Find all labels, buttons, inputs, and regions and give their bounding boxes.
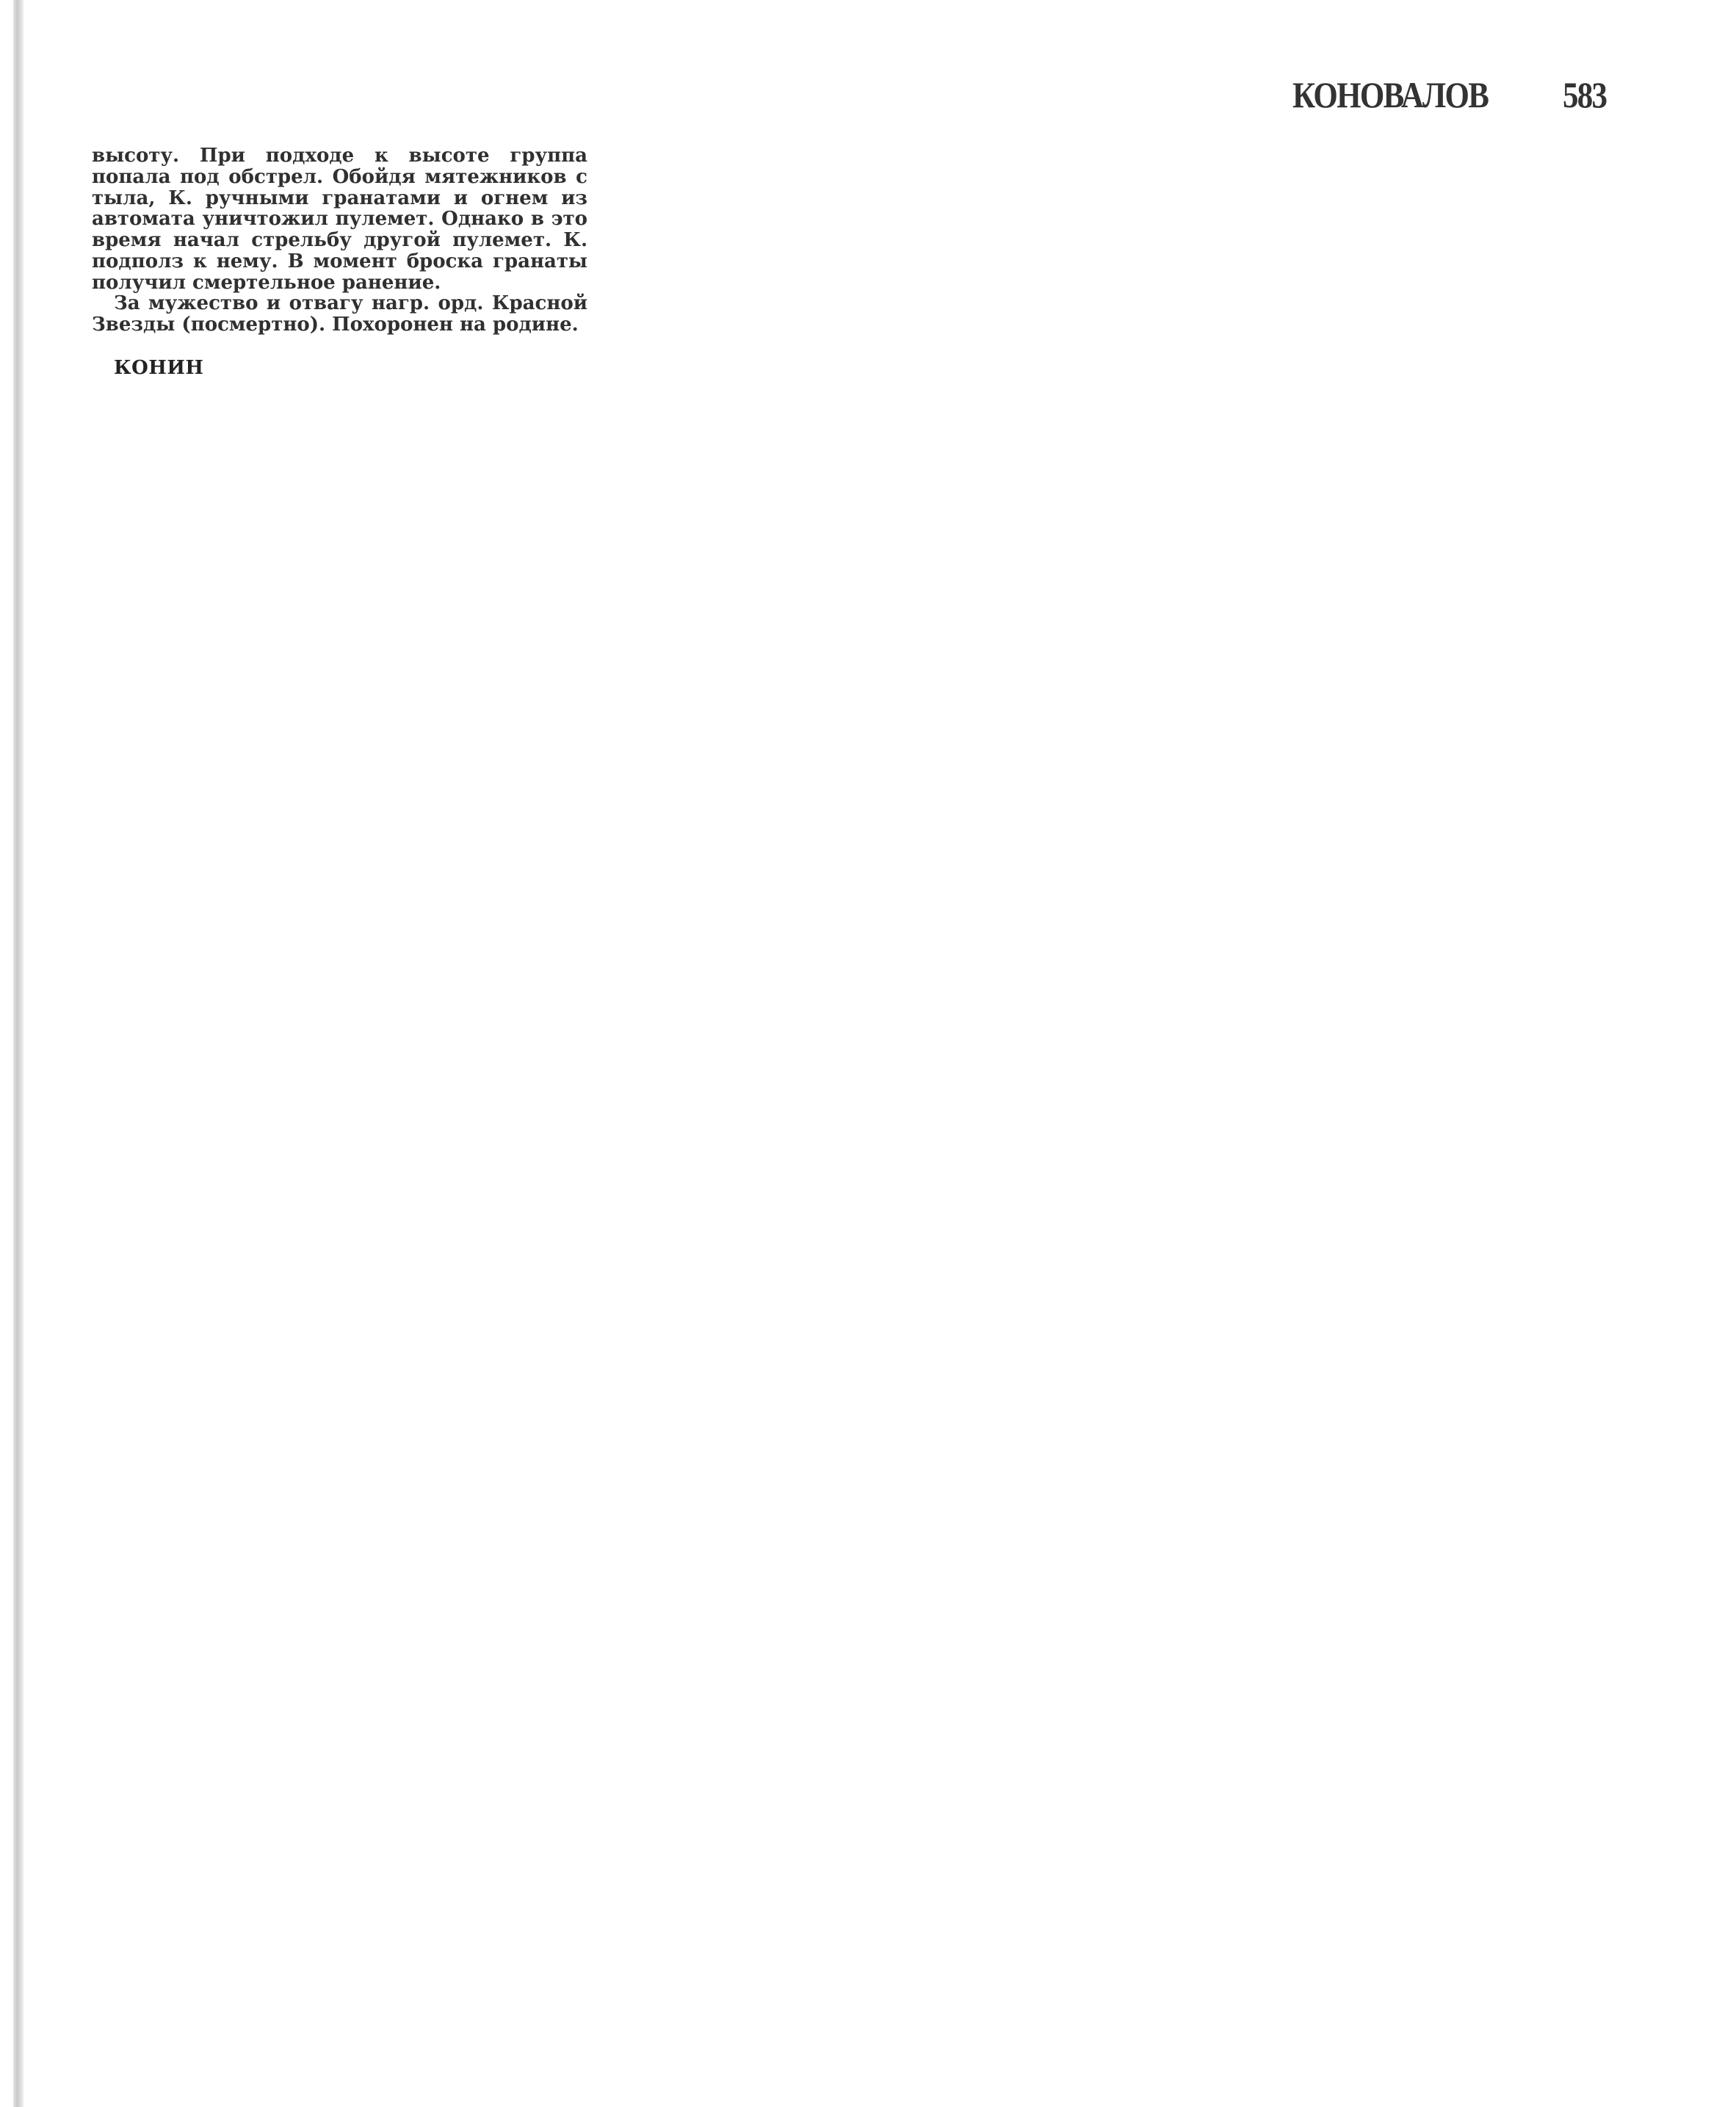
page-binding-shadow <box>13 0 23 2107</box>
entry-konin-evgeny <box>92 358 587 379</box>
column-left <box>92 145 587 379</box>
entry-surname: КОНИН <box>114 356 204 379</box>
entry-paragraph: высоту. При подходе к высоте группа попала под обстрел. Обойдя мятежников с тыла, К. ручными гранатами и огнем из автомата уничтожил пулемет. Однако в это время начал стрельбу другой пулемет. К. подполз к нему. В момент броска гранаты получил смертельное ранение. <box>92 145 587 294</box>
entry-continuation <box>92 145 587 336</box>
running-head-title: КОНОВАЛОВ <box>1292 74 1489 115</box>
entry-award-paragraph: За мужество и отвагу нагр. орд. Красной Звезды (посмертно). Похоронен на родине. <box>92 292 587 336</box>
page-number: 583 <box>1563 74 1607 115</box>
